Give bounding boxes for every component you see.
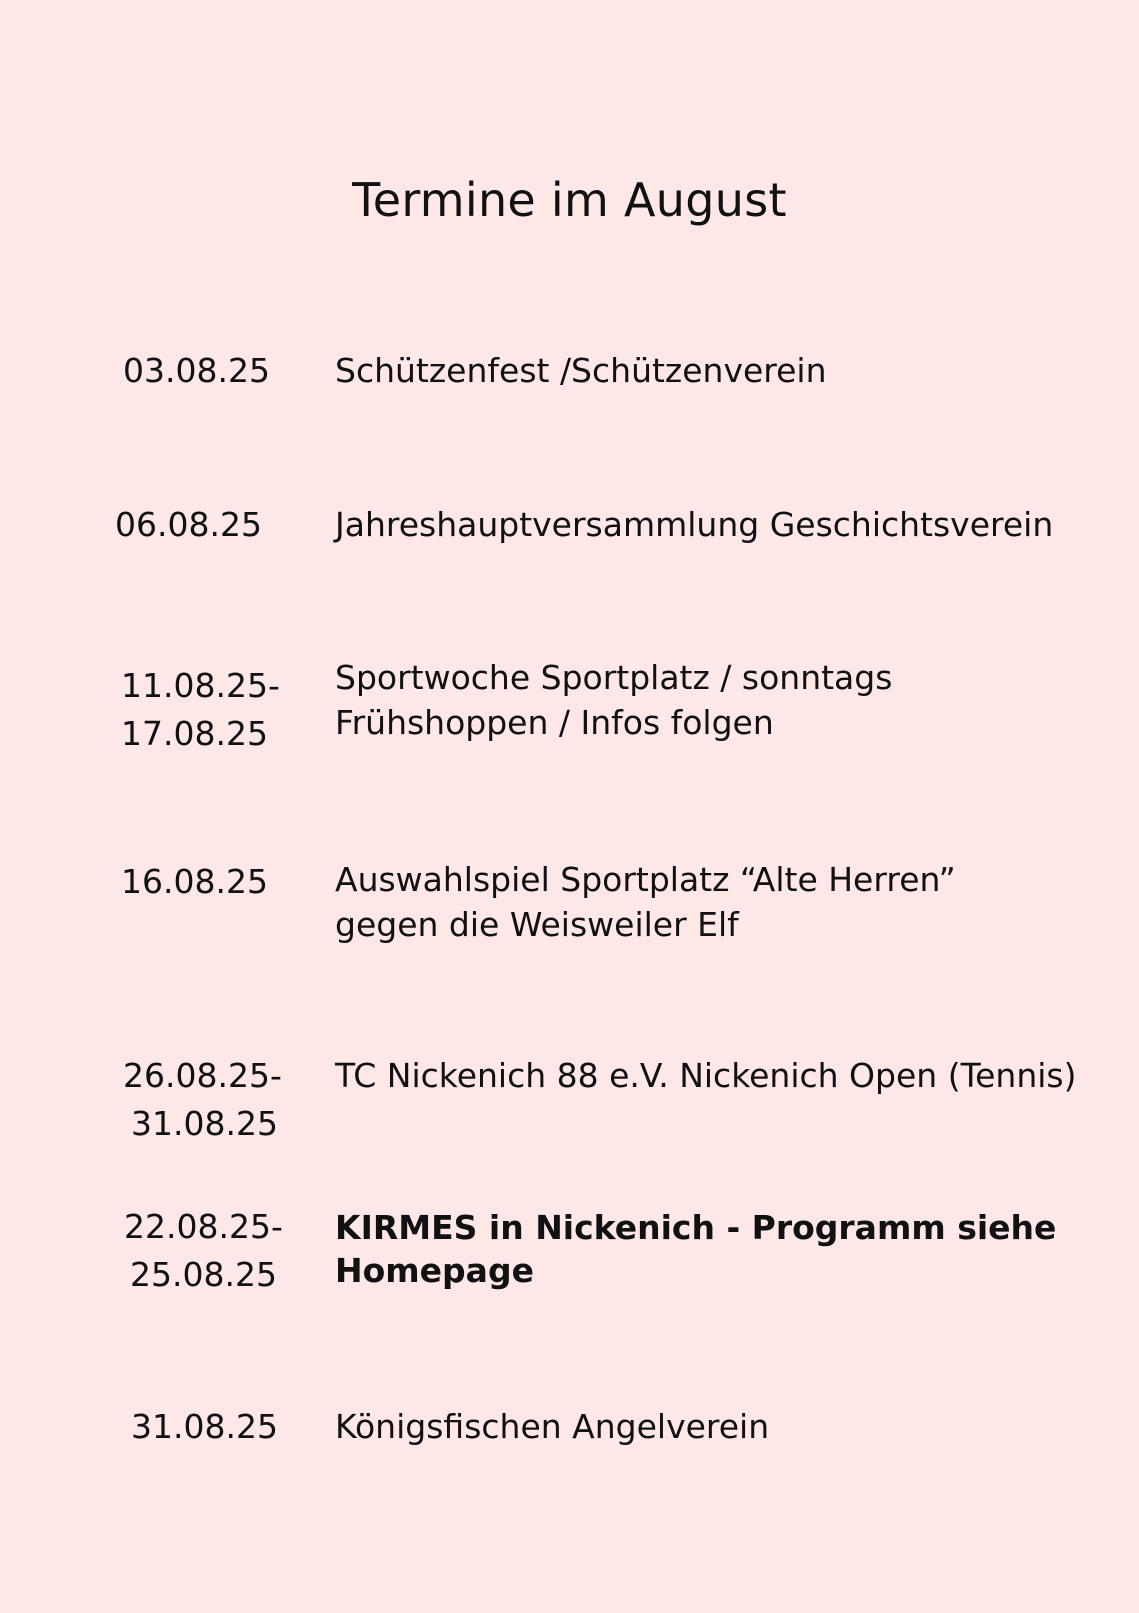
event-description: [335, 857, 956, 947]
event-text-line: KIRMES in Nickenich - Programm siehe: [335, 1208, 1057, 1247]
event-text-line: Schützenfest /Schützenverein: [335, 351, 827, 390]
event-description: [335, 348, 827, 393]
event-description: [335, 655, 892, 745]
event-date: [123, 1052, 282, 1148]
event-text-line: gegen die Weisweiler Elf: [335, 905, 739, 944]
event-date-line: 22.08.25-: [124, 1207, 283, 1246]
event-date-line: 31.08.25: [131, 1407, 278, 1446]
event-date-line: 25.08.25: [130, 1255, 277, 1294]
event-text-line: Jahreshauptversammlung Geschichtsverein: [335, 505, 1054, 544]
event-date: [131, 1403, 278, 1451]
event-date-line: 06.08.25: [115, 505, 262, 544]
event-text-line: TC Nickenich 88 e.V. Nickenich Open (Tennis): [335, 1056, 1077, 1095]
event-description-highlight: [335, 1206, 1056, 1292]
event-date: [121, 662, 280, 758]
event-description: [335, 502, 1053, 547]
event-date-line: 17.08.25: [121, 714, 268, 753]
event-date-line: 11.08.25-: [121, 666, 280, 705]
event-text-line: Auswahlspiel Sportplatz “Alte Herren”: [335, 860, 956, 899]
event-date: [123, 347, 270, 395]
event-date: [124, 1203, 283, 1299]
event-text-line: Sportwoche Sportplatz / sonntags: [335, 658, 893, 697]
event-date-line: 16.08.25: [121, 862, 268, 901]
event-date: [121, 858, 268, 906]
event-date-line: 26.08.25-: [123, 1056, 282, 1095]
event-text-line: Königsfischen Angelverein: [335, 1407, 770, 1446]
event-description: [335, 1053, 1077, 1098]
event-text-line: Frühshoppen / Infos folgen: [335, 703, 774, 742]
event-date-line: 31.08.25: [131, 1104, 278, 1143]
event-text-line: Homepage: [335, 1251, 534, 1290]
page-title: Termine im August: [352, 173, 787, 227]
event-description: [335, 1404, 769, 1449]
event-date-line: 03.08.25: [123, 351, 270, 390]
event-date: [115, 501, 262, 549]
